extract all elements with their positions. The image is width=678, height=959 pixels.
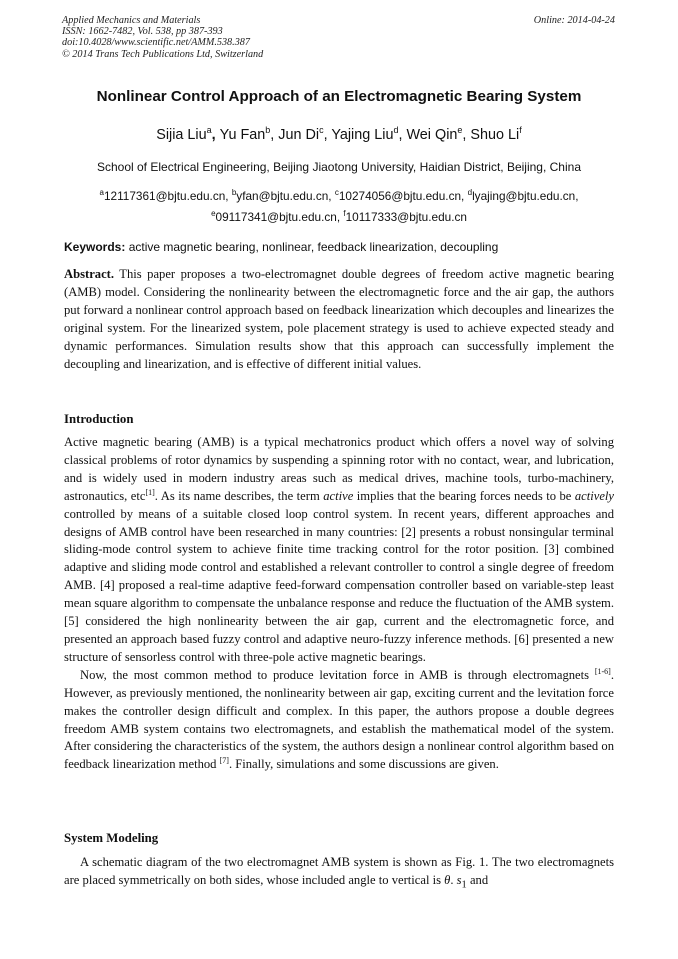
- citation[interactable]: [1]: [145, 487, 155, 497]
- paper-title: Nonlinear Control Approach of an Electromagnetic Bearing System: [96, 88, 582, 105]
- affiliation: School of Electrical Engineering, Beijing Jiaotong University, Haidian District, Beijing, China: [96, 160, 581, 174]
- journal-name: Applied Mechanics and Materials: [62, 15, 201, 26]
- paragraph: Active magnetic bearing (AMB) is a typical mechatronics product which offers a novel way of solving classical problems of rotor dynamics by suspending a spinning rotor with no contact, wear, and lubrication, and is widely used in modern industry areas such as medical drives, machine tools, turbo-machinery, astronautics, etc[1]. As its name describes, the term active implies that the bearing forces needs to be actively controlled by means of a suitable closed loop control system. In recent years, different approaches and designs of AMB control have been researched in many countries: [2] presents a robust nonsingular terminal sliding-mode control system to achieve finite time tracking control for the rotor position. [3] combined adaptive and sliding mode control and established a relevant controller to control a single degree of freedom AMB. [4] proposed a real-time adaptive feed-forward compensation controller based on variable-step least mean square algorithm to compensate the unbalance response and reduce the fluctuation of the AMB system. [5] considered the high nonlinearity between the air gap, current and the electromagnetic force, and presented an approach based fuzzy control and adaptive neuro-fuzzy inference methods. [6] presented a new structure of sensorless control with three-pole active magnetic bearings.: [64, 435, 614, 664]
- email[interactable]: $^a$12117361@bjtu.edu.cn: [99, 188, 226, 203]
- citation[interactable]: [1-6]: [594, 666, 611, 676]
- author: Wei Qin$^e$: [406, 125, 463, 143]
- journal-doi[interactable]: doi:10.4028/www.scientific.net/AMM.538.387: [62, 37, 250, 49]
- abstract-text: This paper proposes a two-electromagnet double degrees of freedom active magnetic bearing (AMB) model. Considering the nonlinearity between the electromagnetic force and the air gap, the authors put forward a nonlinear control approach based on feedback linearization which decouples and linearizes the original system. For the linearized system, pole placement strategy is used to achieve expected steady and dynamic performances. Simulation results show that this approach can successfully implement the decoupling and linearization, and is effective of different initial values.: [64, 267, 614, 371]
- author: Yu Fan$^b$: [219, 125, 271, 143]
- email[interactable]: $^b$yfan@bjtu.edu.cn: [231, 188, 329, 203]
- section-heading-introduction: Introduction: [64, 412, 134, 426]
- online-date: Online: 2014-04-24: [533, 15, 615, 26]
- section-heading-system-modeling: System Modeling: [64, 831, 159, 845]
- email[interactable]: $^e$09117341@bjtu.edu.cn: [211, 208, 337, 224]
- keywords: [64, 240, 614, 254]
- paragraph: A schematic diagram of the two electromagnet AMB system is shown as Fig. 1. The two electromagnets are placed symmetrically on both sides, whose included angle to vertical is θ. $s_1$ and: [64, 855, 614, 891]
- paragraph: Now, the most common method to produce levitation force in AMB is through electromagnets [1-6]. However, as previously mentioned, the nonlinearity between air gap, exciting current and the levitation force makes the controller design difficult and complex. In this paper, the authors propose a double degrees freedom AMB system contains two electromagnets, and establish the mathematical model of the system. After considering the characteristics of the system, the authors design a nonlinear control algorithm based on feedback linearization method [7]. Finally, simulations and some discussions are given.: [64, 666, 614, 772]
- email[interactable]: $^f$10117333@bjtu.edu.cn: [343, 208, 467, 224]
- email-list: $^a$12117361@bjtu.edu.cn, $^b$yfan@bjtu.edu.cn, $^c$10274056@bjtu.edu.cn, $^d$lyajing@bjtu.edu.cn, $^e$09117341@bjtu.edu.cn, $^f$10117333@bjtu.edu.cn: [99, 188, 579, 224]
- keywords-text: active magnetic bearing, nonlinear, feedback linearization, decoupling: [128, 240, 499, 254]
- abstract-label: Abstract.: [64, 267, 115, 281]
- author-list: Sijia Liu$^a$, Yu Fan$^b$, Jun Di$^c$, Yajing Liu$^d$, Wei Qin$^e$, Shuo Li$^f$: [156, 125, 522, 143]
- system-modeling-body: [64, 854, 614, 894]
- introduction-body: [64, 434, 614, 774]
- abstract: [64, 266, 614, 373]
- author: Sijia Liu$^a$: [156, 125, 212, 143]
- author: Jun Di$^c$: [278, 125, 324, 143]
- journal-issn: ISSN: 1662-7482, Vol. 538, pp 387-393: [62, 26, 223, 38]
- journal-copyright: © 2014 Trans Tech Publications Ltd, Switzerland: [62, 48, 264, 60]
- author: Yajing Liu$^d$: [331, 125, 399, 143]
- email[interactable]: $^d$lyajing@bjtu.edu.cn,: [467, 188, 579, 203]
- author: Shuo Li$^f$: [470, 125, 522, 143]
- email[interactable]: $^c$10274056@bjtu.edu.cn: [334, 188, 462, 203]
- journal-header: [62, 15, 263, 60]
- keywords-label: Keywords:: [64, 240, 126, 254]
- citation[interactable]: [7]: [219, 756, 229, 766]
